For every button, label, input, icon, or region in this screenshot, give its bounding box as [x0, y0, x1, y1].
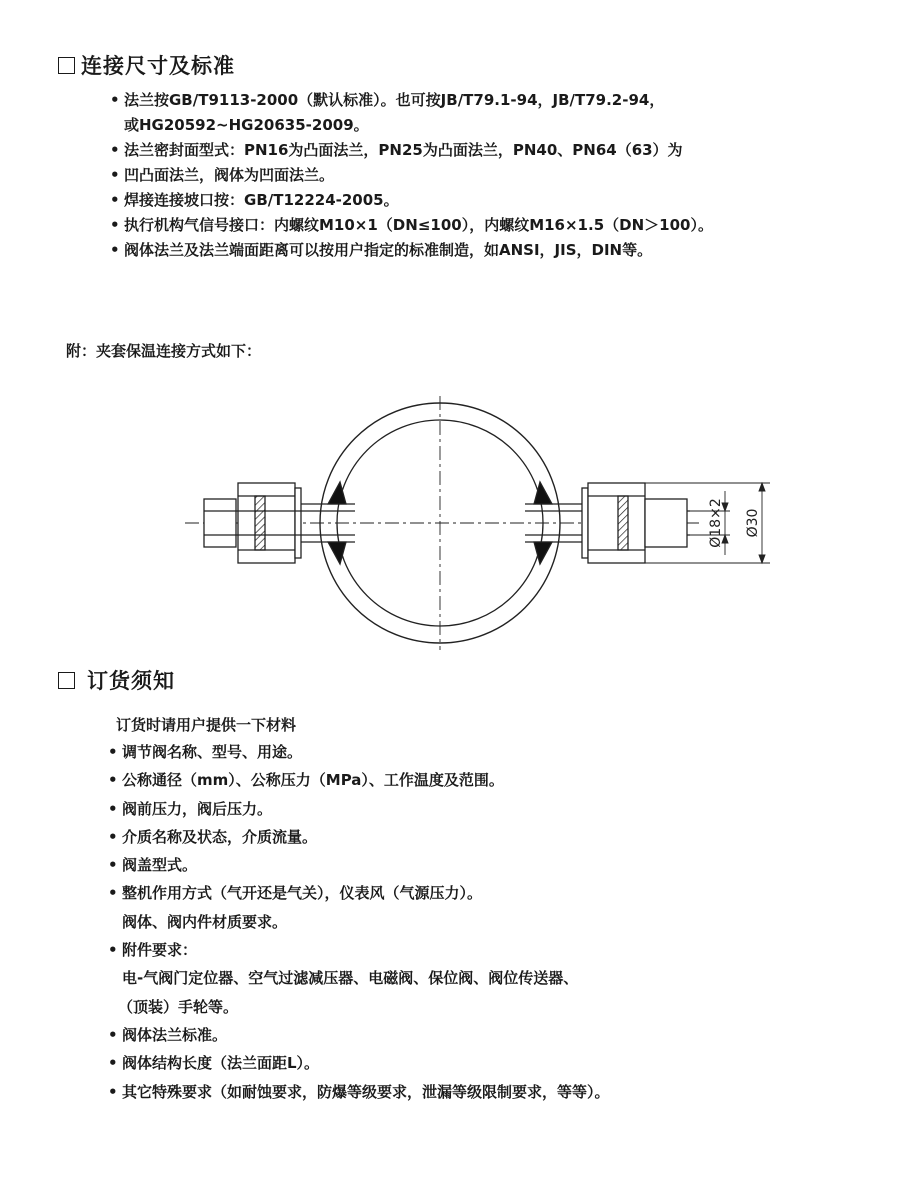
list-item-continuation: 阀体、阀内件材质要求。 [122, 912, 288, 931]
list-item: • 执行机构气信号接口：内螺纹M10×1（DN≤100），内螺纹M16×1.5（DN＞100）。 [110, 216, 713, 234]
list-item: • 公称通径（mm）、公称压力（MPa）、工作温度及范围。 [108, 771, 504, 790]
connection-list [110, 88, 713, 263]
right-weld-top [534, 482, 552, 504]
list-item: • 附件要求： [108, 941, 198, 960]
list-item-continuation: （顶装）手轮等。 [118, 997, 239, 1016]
list-item: • 法兰按GB/T9113-2000（默认标准）。也可按JB/T79.1-94，JB/T79.2-94， [110, 91, 665, 109]
list-item: • 阀体法兰及法兰端面距离可以按用户指定的标准制造，如ANSI，JIS，DIN等。 [110, 241, 653, 259]
section-title-text: 订货须知 [87, 669, 175, 693]
appendix-note: 附：夹套保温连接方式如下： [66, 342, 262, 360]
checkbox-icon [58, 57, 75, 74]
list-item: • 法兰密封面型式：PN16为凸面法兰，PN25为凸面法兰，PN40、PN64（63）为 [110, 141, 683, 159]
list-item: • 凹凸面法兰，阀体为凹面法兰。 [110, 166, 335, 184]
checkbox-icon [58, 672, 75, 689]
dim-outer-label: Ø30 [745, 508, 761, 538]
list-item: • 阀前压力，阀后压力。 [108, 799, 273, 818]
list-item: • 介质名称及状态，介质流量。 [108, 827, 318, 846]
section-title-ordering [58, 665, 175, 695]
ordering-list [108, 738, 610, 1106]
dim-inner-label: Ø18×2 [708, 498, 724, 548]
right-fitting [525, 483, 690, 563]
list-item: • 阀盖型式。 [108, 856, 198, 875]
jacket-connection-diagram [180, 396, 780, 656]
ordering-intro: 订货时请用户提供一下材料 [116, 716, 297, 734]
list-item: • 其它特殊要求（如耐蚀要求，防爆等级要求，泄漏等级限制要求，等等）。 [108, 1082, 610, 1101]
section-title-text: 连接尺寸及标准 [81, 54, 235, 78]
list-item-continuation: 或HG20592~HG20635-2009。 [124, 116, 369, 134]
left-weld-bottom [328, 542, 346, 564]
list-item: • 整机作用方式（气开还是气关），仪表风（气源压力）。 [108, 884, 483, 903]
list-item: • 阀体法兰标准。 [108, 1025, 228, 1044]
left-weld-top [328, 482, 346, 504]
list-item: • 焊接连接坡口按：GB/T12224-2005。 [110, 191, 399, 209]
list-item: • 阀体结构长度（法兰面距L）。 [108, 1054, 320, 1073]
list-item-continuation: 电-气阀门定位器、空气过滤减压器、电磁阀、保位阀、阀位传送器、 [122, 969, 579, 988]
right-weld-bottom [534, 542, 552, 564]
section-title-connection [58, 50, 235, 80]
list-item: • 调节阀名称、型号、用途。 [108, 743, 303, 761]
